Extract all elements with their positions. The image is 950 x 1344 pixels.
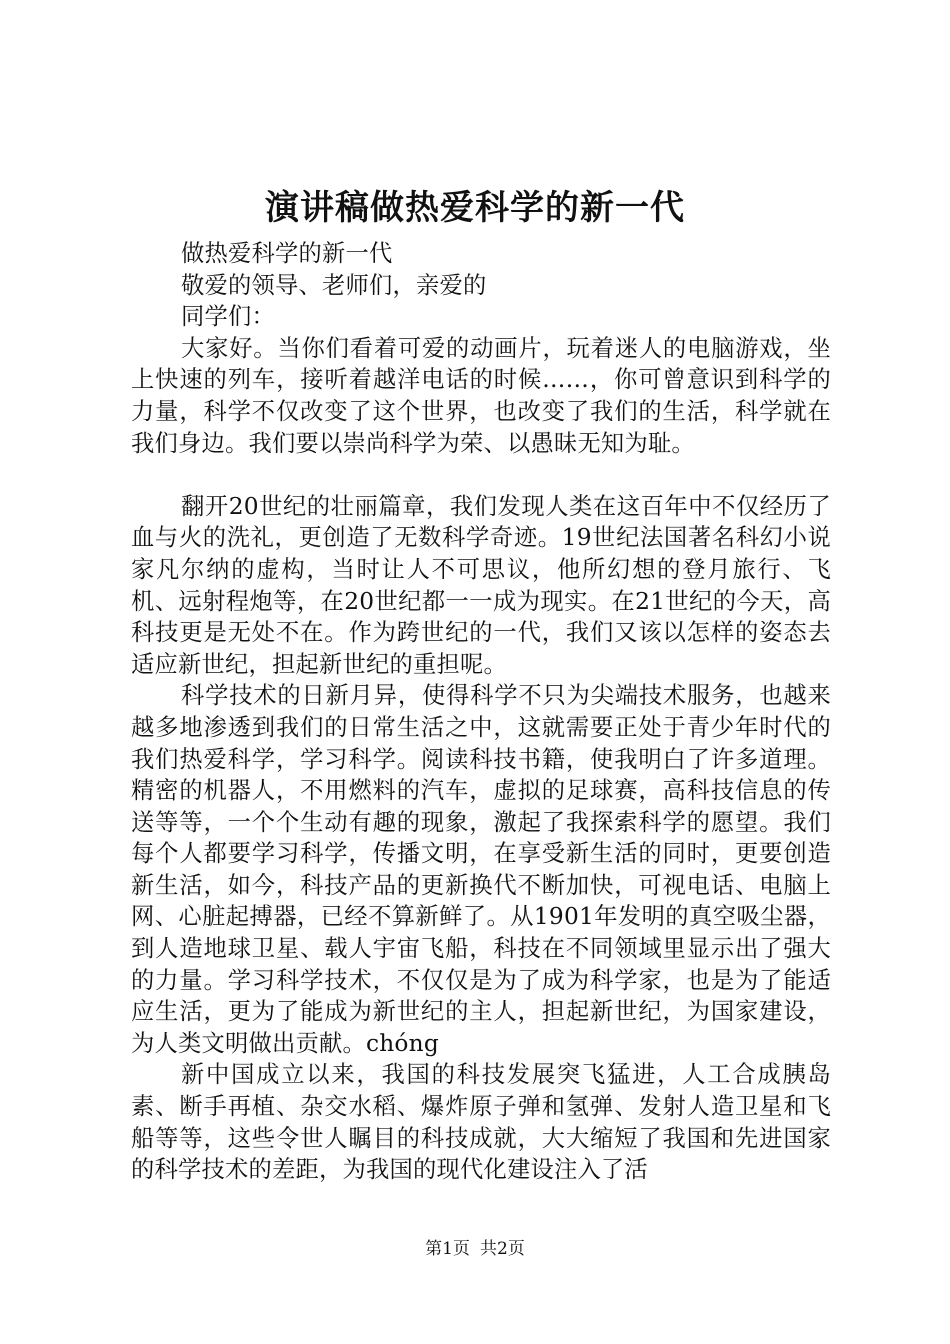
salutation-line: 敬爱的领导、老师们，亲爱的 [181, 271, 487, 299]
document-body [131, 238, 831, 1186]
paragraph-spacer [131, 459, 831, 491]
paragraph-20th-century: 翻开20世纪的壮丽篇章，我们发现人类在这百年中不仅经历了血与火的洗礼，更创造了无数科学奇迹。19世纪法国著名科幻小说家凡尔纳的虚构，当时让人不可思议，他所幻想的登月旅行、飞机、远射程炮等，在20世纪都一一成为现实。在21世纪的今天，高科技更是无处不在。作为跨世纪的一代，我们又该以怎样的姿态去适应新世纪，担起新世纪的重担呢。 [131, 492, 831, 678]
paragraph-new-china: 新中国成立以来，我国的科技发展突飞猛进，人工合成胰岛素、断手再植、杂交水稻、爆炸原子弹和氢弹、发射人造卫星和飞船等等，这些令世人瞩目的科技成就，大大缩短了我国和先进国家的科学技术的差距，为我国的现代化建设注入了活 [131, 1061, 831, 1184]
paragraph-greeting: 大家好。当你们看着可爱的动画片，玩着迷人的电脑游戏，坐上快速的列车，接听着越洋电话的时候……，你可曾意识到科学的力量，科学不仅改变了这个世界，也改变了我们的生活，科学就在我们身边。我们要以崇尚科学为荣、以愚昧无知为耻。 [131, 334, 831, 457]
page-footer [0, 1238, 950, 1260]
page-number: 第1页 [425, 1239, 470, 1259]
page-total: 共2页 [480, 1239, 525, 1259]
document-title: 演讲稿做热爱科学的新一代 [265, 188, 685, 228]
subtitle-line: 做热爱科学的新一代 [181, 240, 393, 267]
paragraph-science-tech: 科学技术的日新月异，使得科学不只为尖端技术服务，也越来越多地渗透到我们的日常生活之中，这就需要正处于青少年时代的我们热爱科学，学习科学。阅读科技书籍，使我明白了许多道理。精密的机器人，不用燃料的汽车，虚拟的足球赛，高科技信息的传送等等，一个个生动有趣的现象，激起了我探索科学的愿望。我们每个人都要学习科学，传播文明，在享受新生活的同时，更要创造新生活，如今，科技产品的更新换代不断加快，可视电话、电脑上网、心脏起搏器，已经不算新鲜了。从1901年发明的真空吸尘器，到人造地球卫星、载人宇宙飞船，科技在不同领域里显示出了强大的力量。学习科学技术，不仅仅是为了成为科学家，也是为了能适应生活，更为了能成为新世纪的主人，担起新世纪，为国家建设，为人类文明做出贡献。chóng [131, 682, 831, 1057]
salutation-line-2: 同学们： [181, 303, 275, 331]
